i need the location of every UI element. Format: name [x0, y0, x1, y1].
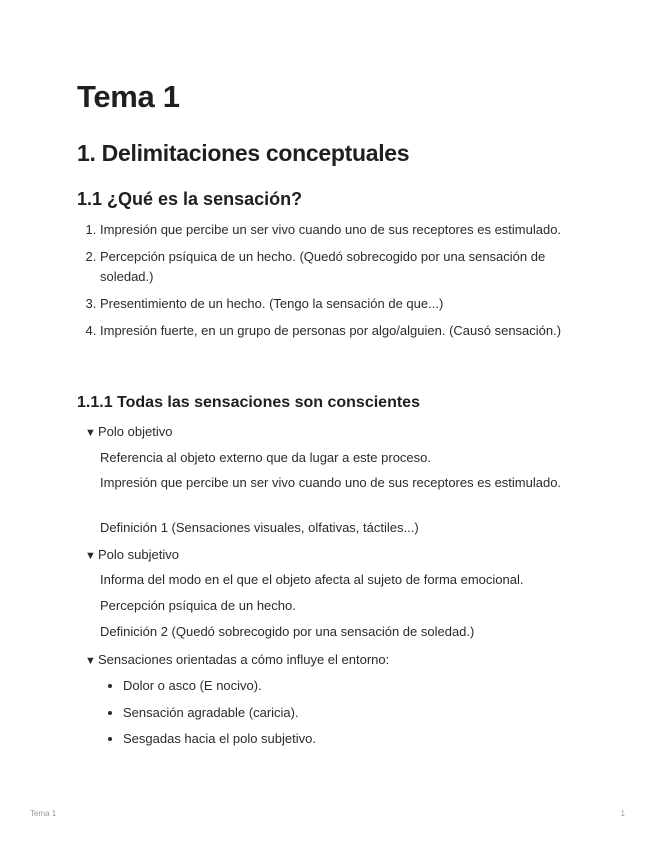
paragraph: Definición 2 (Quedó sobrecogido por una sensación de soledad.)	[100, 624, 475, 639]
paragraph: Definición 1 (Sensaciones visuales, olfativas, táctiles...)	[100, 520, 419, 535]
toggle-polo-objetivo[interactable]	[85, 422, 172, 444]
toggle-triangle-icon[interactable]: ▼	[85, 550, 96, 562]
toggle-triangle-icon[interactable]: ▼	[85, 655, 96, 667]
paragraph: Impresión que percibe un ser vivo cuando uno de sus receptores es estimulado.	[100, 475, 562, 490]
list-item: 2. Percepción psíquica de un hecho. (Quedó sobrecogido por una sensación de soledad.)	[100, 247, 585, 286]
page-number: 1	[620, 809, 625, 818]
list-item: • Sensación agradable (caricia).	[123, 703, 563, 723]
list-item: 4. Impresión fuerte, en un grupo de personas por algo/alguien. (Causó sensación.)	[100, 321, 585, 341]
list-item: • Dolor o asco (E nocivo).	[123, 676, 563, 696]
document-page	[77, 78, 582, 746]
toggle-label: Sensaciones orientadas a cómo influye el entorno:	[98, 652, 390, 667]
heading-sensaciones-conscientes: 1.1.1 Todas las sensaciones son conscientes	[77, 394, 420, 411]
toggle-label: Polo subjetivo	[98, 547, 179, 562]
paragraph: Percepción psíquica de un hecho.	[100, 598, 296, 613]
list-item: 1. Impresión que percibe un ser vivo cuando uno de sus receptores es estimulado.	[100, 220, 585, 240]
toggle-polo-subjetivo[interactable]	[85, 545, 179, 567]
toggle-label: Polo objetivo	[98, 424, 173, 439]
heading-que-es-sensacion: 1.1 ¿Qué es la sensación?	[77, 189, 303, 209]
toggle-triangle-icon[interactable]: ▼	[85, 427, 96, 439]
list-item: • Sesgadas hacia el polo subjetivo.	[123, 729, 563, 749]
footer-title: Tema 1	[30, 809, 57, 818]
toggle-sensaciones-entorno[interactable]	[85, 650, 389, 672]
paragraph: Referencia al objeto externo que da lugar a este proceso.	[100, 450, 431, 465]
list-item: 3. Presentimiento de un hecho. (Tengo la sensación de que...)	[100, 294, 585, 314]
paragraph: Informa del modo en el que el objeto afecta al sujeto de forma emocional.	[100, 572, 524, 587]
definitions-list	[77, 220, 585, 348]
bullet-list	[100, 676, 563, 756]
heading-delimitaciones: 1. Delimitaciones conceptuales	[77, 140, 410, 166]
page-title: Tema 1	[77, 79, 180, 114]
